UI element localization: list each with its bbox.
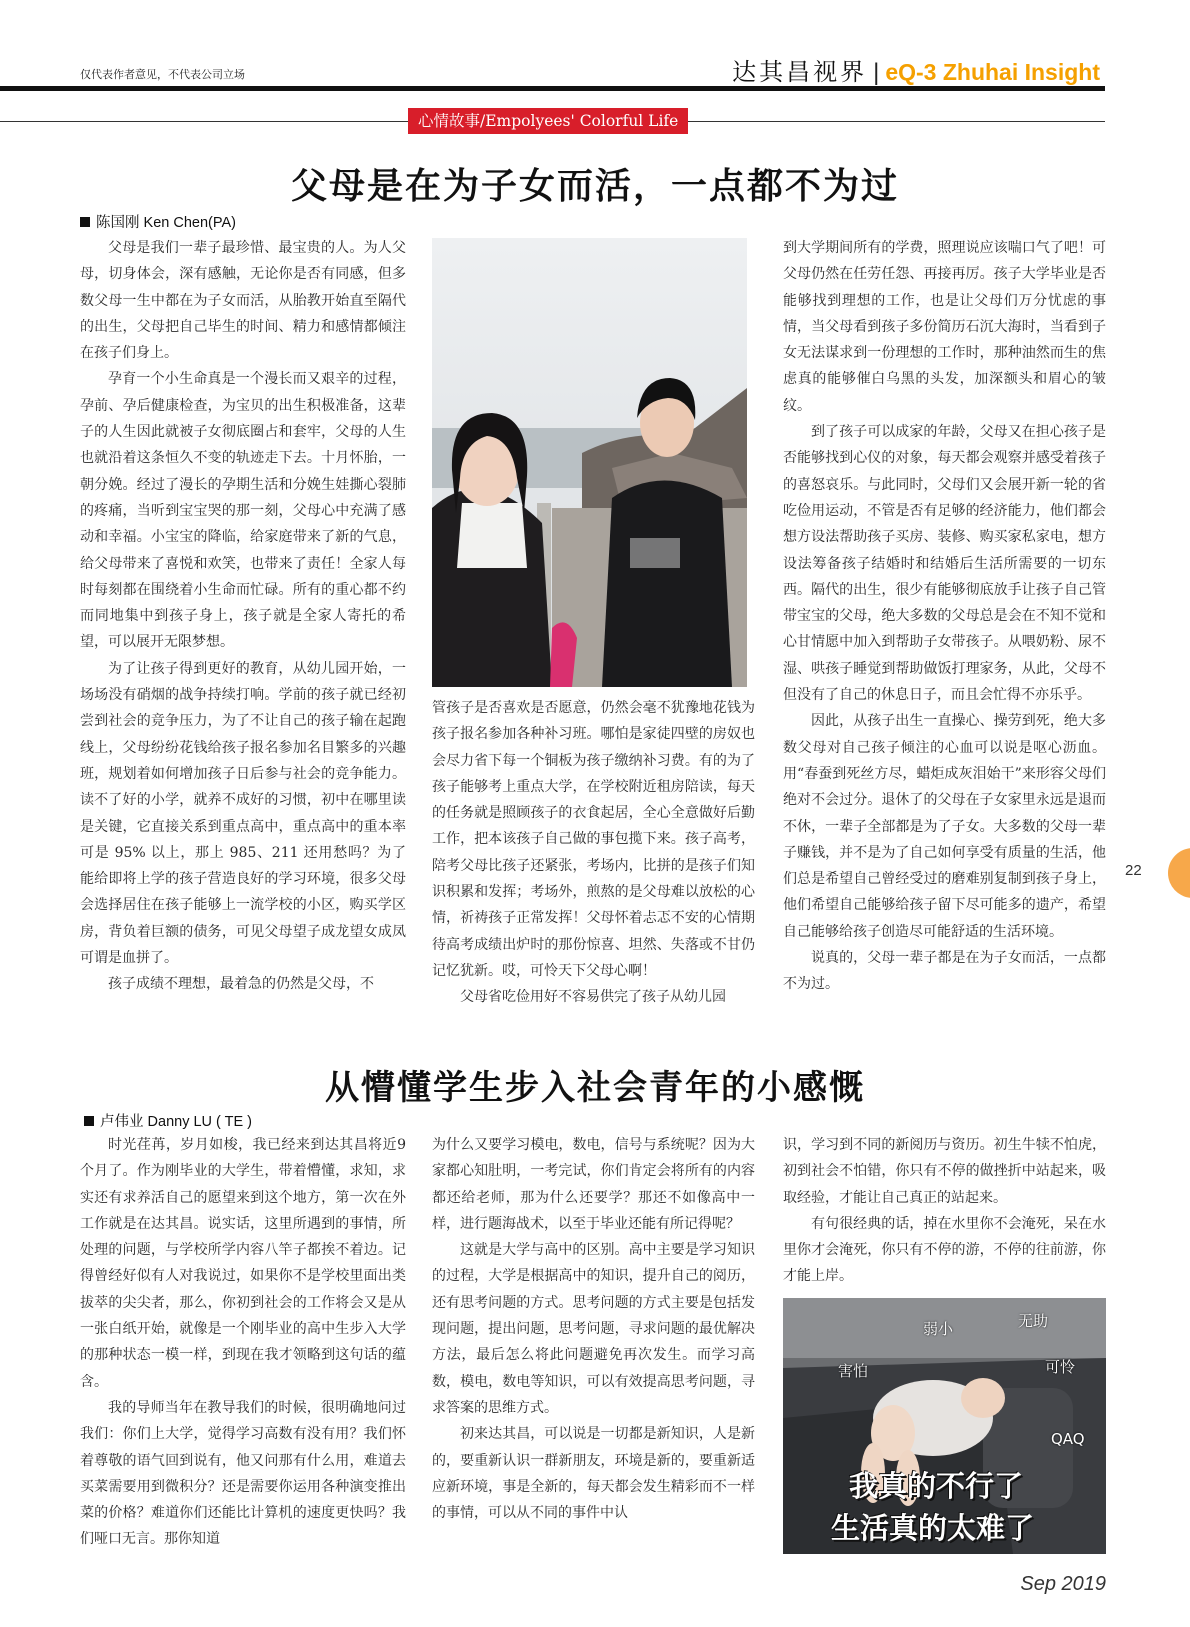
article1-author-name: 陈国刚 Ken Chen(PA) (96, 215, 236, 231)
page-number: 22 (1125, 862, 1142, 879)
masthead-chinese: 达其昌视界 (732, 58, 868, 86)
paragraph: 时光荏苒，岁月如梭，我已经来到达其昌将近9个月了。作为刚毕业的大学生，带着懵懂，求知，求实还有求养活自己的愿望来到这个地方，第一次在外工作就是在达其昌。说实话，这里所遇到的事情，所处理的问题，与学校所学内容八竿子都挨不着边。记得曾经好似有人对我说过，如果你不是学校里面出类拔萃的尖尖者，那么，你初到社会的工作将会又是从一张白纸开始，就像是一个刚毕业的高中生步入大学的那种状态一模一样，到现在我才领略到这句话的蕴含。 (80, 1137, 406, 1390)
paragraph: 初来达其昌，可以说是一切都是新知识，人是新的，要重新认识一群新朋友，环境是新的，要重新适应新环境，事是全新的，每天都会发生精彩而不一样的事情，可以从不同的事件中认 (432, 1426, 755, 1522)
bullet-square-icon (84, 1116, 94, 1126)
article1-column-2 (432, 695, 755, 1011)
article2-column-3 (783, 1132, 1106, 1290)
meme-word: 害怕 (838, 1362, 869, 1380)
meme-word: 可怜 (1045, 1358, 1076, 1376)
paragraph: 识，学习到不同的新阅历与资历。初生牛犊不怕虎，初到社会不怕错，你只有不停的做挫折中站起来，吸取经验，才能让自己真正的站起来。 (783, 1137, 1106, 1206)
bullet-square-icon (80, 217, 90, 227)
paragraph: 因此，从孩子出生一直操心、操劳到死，绝大多数父母对自己孩子倾注的心血可以说是呕心沥血。用“春蚕到死丝方尽，蜡炬成灰泪始干”来形容父母们绝对不会过分。退休了的父母在子女家里永远是退而不休，一辈子全部都是为了子女。大多数的父母一辈子赚钱，并不是为了自己如何享受有质量的生活，他们总是希望自己曾经受过的磨难别复制到孩子身上，他们希望自己能够给孩子留下尽可能多的遗产，希望自己能够给孩子创造尽可能舒适的生活环境。 (783, 713, 1106, 940)
article1-column-1 (80, 235, 406, 998)
paragraph: 到了孩子可以成家的年龄，父母又在担心孩子是否能够找到心仪的对象，每天都会观察并感受着孩子的喜怒哀乐。与此同时，父母们又会展开新一轮的省吃俭用运动，不管是否有足够的经济能力，他们都会想方设法帮助孩子买房、装修、购买家私家电，想方设法筹备孩子结婚时和结婚后生活所需要的一切东西。隔代的出生，很少有能够彻底放手让孩子自己管带宝宝的父母，绝大多数的父母总是会在不知不觉和心甘情愿中加入到帮助子女带孩子。从喂奶粉、尿不湿、哄孩子睡觉到帮助做饭打理家务，从此，父母不但没有了自己的休息日子，而且会忙得不亦乐乎。 (783, 424, 1106, 704)
page-tab (1168, 848, 1190, 898)
article2-column-2 (432, 1132, 755, 1526)
paragraph: 有句很经典的话，掉在水里你不会淹死，呆在水里你才会淹死，你只有不停的游，不停的往前游，你才能上岸。 (783, 1215, 1106, 1285)
meme-word: 无助 (1018, 1312, 1049, 1330)
paragraph: 为什么又要学习模电，数电，信号与系统呢？因为大家都心知肚明，一考完试，你们肯定会将所有的内容都还给老师，那为什么还要学？那还不如像高中一样，进行题海战术，以至于毕业还能有所记得呢？ (432, 1137, 755, 1232)
article2-author (84, 1110, 252, 1131)
family-photo (432, 238, 747, 687)
article1-title: 父母是在为子女而活，一点都不为过 (290, 165, 899, 207)
footer-date: Sep 2019 (1020, 1573, 1106, 1595)
disclaimer: 仅代表作者意见，不代表公司立场 (80, 69, 245, 81)
paragraph: 说真的，父母一辈子都是在为子女而活，一点都不为过。 (783, 950, 1106, 993)
header-thick-rule (0, 86, 1105, 91)
meme-caption-line1: 我真的不行了 (849, 1469, 1024, 1503)
masthead-english: eQ-3 Zhuhai Insight (885, 59, 1100, 85)
paragraph: 这就是大学与高中的区别。高中主要是学习知识的过程，大学是根据高中的知识，提升自己的阅历，还有思考问题的方式。思考问题的方式主要是包括发现问题，提出问题，思考问题，寻求问题的最优解决方法，最后怎么将此问题避免再次发生。而学习高数，模电，数电等知识，可以有效提高思考问题，寻求答案的思维方式。 (432, 1242, 755, 1416)
article1-author (80, 211, 236, 232)
meme-caption-line2: 生活真的太难了 (831, 1511, 1035, 1545)
article1-column-3 (783, 235, 1106, 998)
meme-word: QAQ (1051, 1430, 1085, 1448)
article2-column-1 (80, 1132, 406, 1553)
paragraph: 到大学期间所有的学费，照理说应该喘口气了吧！可父母仍然在任劳任怨、再接再厉。孩子大学毕业是否能够找到理想的工作，也是让父母们万分忧虑的事情，当父母看到孩子多份简历石沉大海时，当看到子女无法谋求到一份理想的工作时，那种油然而生的焦虑真的能够催白乌黑的头发，加深额头和眉心的皱纹。 (783, 240, 1106, 414)
article2-author-name: 卢伟业 Danny LU ( TE ) (100, 1114, 253, 1130)
article2-title: 从懵懂学生步入社会青年的小感慨 (325, 1068, 865, 1108)
meme-word: 弱小 (923, 1320, 954, 1338)
paragraph: 孩子成绩不理想，最着急的仍然是父母，不 (108, 976, 374, 993)
paragraph: 父母是我们一辈子最珍惜、最宝贵的人。为人父母，切身体会，深有感触，无论你是否有同感，但多数父母一生中都在为子女而活，从胎教开始直至隔代的出生，父母把自己毕生的时间、精力和感情都倾注在孩子们身上。 (80, 240, 406, 362)
paragraph: 孕育一个小生命真是一个漫长而又艰辛的过程，孕前、孕后健康检查，为宝贝的出生积极准备，这辈子的人生因此就被子女彻底圈占和套牢，父母的人生也就沿着这条恒久不变的轨迹走下去。十月怀胎，一朝分娩。经过了漫长的孕期生活和分娩生娃撕心裂肺的疼痛，当听到宝宝哭的那一刻，父母心中充满了感动和幸福。小宝宝的降临，给家庭带来了新的气息，给父母带来了喜悦和欢笑，也带来了责任！全家人每时每刻都在围绕着小生命而忙碌。所有的重心都不约而同地集中到孩子身上，孩子就是全家人寄托的希望，可以展开无限梦想。 (80, 371, 406, 651)
section-tag: 心情故事/Empolyees' Colorful Life (408, 108, 688, 134)
paragraph: 我的导师当年在教导我们的时候，很明确地问过我们：你们上大学，觉得学习高数有没有用？我们怀着尊敬的语气回到说有，他又问那有什么用，难道去买菜需要用到微积分？还是需要你运用各种演变推出菜的价格？难道你们还能比计算机的速度更快吗？我们哑口无言。那你知道 (80, 1399, 406, 1548)
masthead-separator: | (873, 59, 880, 86)
family-photo-graphic (432, 238, 747, 687)
meme-image (783, 1298, 1106, 1554)
paragraph: 管孩子是否喜欢是否愿意，仍然会毫不犹豫地花钱为孩子报名参加各种补习班。哪怕是家徒四壁的房奴也会尽力省下每一个铜板为孩子缴纳补习费。有的为了孩子能够考上重点大学，在学校附近租房陪读，每天的任务就是照顾孩子的衣食起居，全心全意做好后勤工作，把本该孩子自己做的事包揽下来。孩子高考，陪考父母比孩子还紧张，考场内，比拼的是孩子们知识积累和发挥；考场外，煎熬的是父母难以放松的心情，祈祷孩子正常发挥！父母怀着忐忑不安的心情期待高考成绩出炉时的那份惊喜、坦然、失落或不甘仍记忆犹新。哎，可怜天下父母心啊！ (432, 700, 755, 979)
masthead (732, 52, 1100, 87)
paragraph: 为了让孩子得到更好的教育，从幼儿园开始，一场场没有硝烟的战争持续打响。学前的孩子就已经初尝到社会的竞争压力，为了不让自己的孩子输在起跑线上，父母纷纷花钱给孩子报名参加名目繁多的兴趣班，规划着如何增加孩子日后参与社会的竞争能力。读不了好的小学，就养不成好的习惯，初中在哪里读是关键，它直接关系到重点高中，重点高中的重本率可是 95% 以上，那上 985、211 还用愁吗？为了能给即将上学的孩子营造良好的学习环境，很多父母会选择居住在孩子能够上一流学校的小区，购买学区房，背负着巨额的债务，可见父母望子成龙望女成凤可谓是血拼了。 (80, 660, 406, 967)
paragraph: 父母省吃俭用好不容易供完了孩子从幼儿园 (460, 989, 726, 1006)
